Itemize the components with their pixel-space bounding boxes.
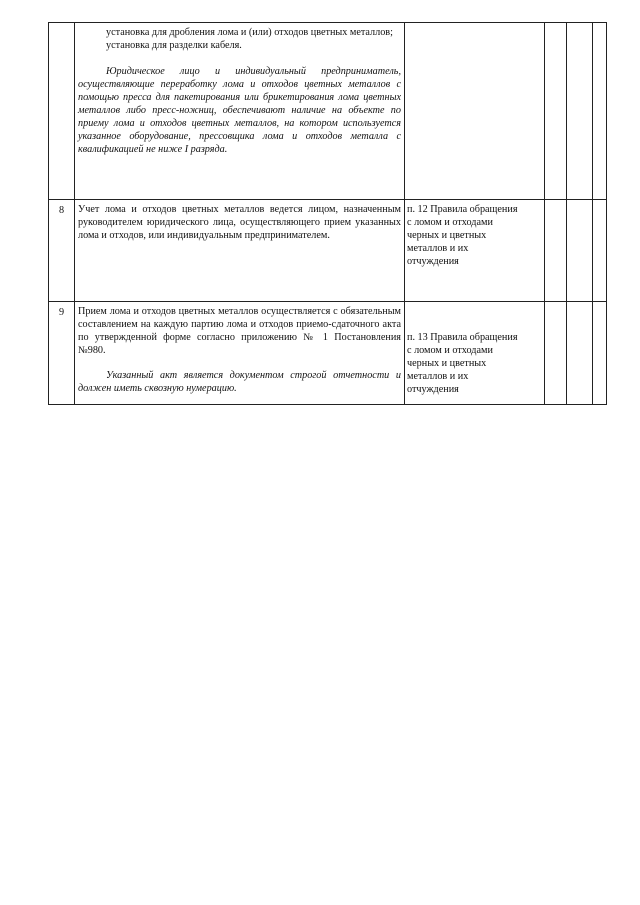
- reference-line: металлов и их: [407, 243, 469, 254]
- requirement-text: Учет лома и отходов цветных металлов ведется лицом, назначенным руководителем юридического лица, осуществляющего прием указанных лома и отходов, или индивидуальным предпринимателем.: [78, 204, 401, 241]
- answer-na-cell[interactable]: [593, 200, 607, 302]
- answer-yes-cell[interactable]: [545, 302, 567, 405]
- requirement-line: установка для дробления лома и (или) отходов цветных металлов;: [106, 27, 393, 38]
- reference-cell: [405, 200, 545, 302]
- reference-line: черных и цветных: [407, 358, 487, 369]
- requirement-note: Указанный акт является документом строгой отчетности и должен иметь сквозную нумерацию.: [78, 370, 401, 394]
- answer-no-cell[interactable]: [567, 302, 593, 405]
- reference-line: отчуждения: [407, 384, 459, 395]
- reference-line: п. 12 Правила обращения: [407, 204, 518, 215]
- reference-line: с ломом и отходами: [407, 217, 493, 228]
- reference-line: п. 13 Правила обращения: [407, 332, 518, 343]
- table-row: [49, 200, 607, 302]
- reference-line: черных и цветных: [407, 230, 487, 241]
- reference-cell: [405, 302, 545, 405]
- requirement-cell: [75, 302, 405, 405]
- requirement-note: Юридическое лицо и индивидуальный предприниматель, осуществляющие переработку лома и отходов цветных металлов с помощью пресса для пакетирования или брикетирования лома цветных металлов либо пресс-ножниц, обеспечивают наличие на объекте по приему лома и отходов цветных металлов, на котором используется указанное оборудование, прессовщика лома и отходов металла с квалификацией не ниже I разряда.: [78, 66, 401, 155]
- answer-na-cell[interactable]: [593, 23, 607, 200]
- reference-line: отчуждения: [407, 256, 459, 267]
- requirement-text: Прием лома и отходов цветных металлов осуществляется с обязательным составлением на каждую партию лома и отходов приемо-сдаточного акта по утвержденной форме согласно приложению № 1 Постановления №980.: [78, 306, 401, 356]
- answer-no-cell[interactable]: [567, 23, 593, 200]
- requirement-line: установка для разделки кабеля.: [106, 40, 242, 51]
- answer-yes-cell[interactable]: [545, 23, 567, 200]
- reference-cell: [405, 23, 545, 200]
- answer-no-cell[interactable]: [567, 200, 593, 302]
- row-number-cell: [49, 23, 75, 200]
- requirement-cell: [75, 23, 405, 200]
- table-row: [49, 23, 607, 200]
- checklist-table: [48, 22, 607, 405]
- reference-line: с ломом и отходами: [407, 345, 493, 356]
- reference-line: металлов и их: [407, 371, 469, 382]
- row-number-cell: 9: [49, 302, 75, 405]
- requirement-cell: [75, 200, 405, 302]
- table-row: [49, 302, 607, 405]
- answer-na-cell[interactable]: [593, 302, 607, 405]
- answer-yes-cell[interactable]: [545, 200, 567, 302]
- row-number-cell: 8: [49, 200, 75, 302]
